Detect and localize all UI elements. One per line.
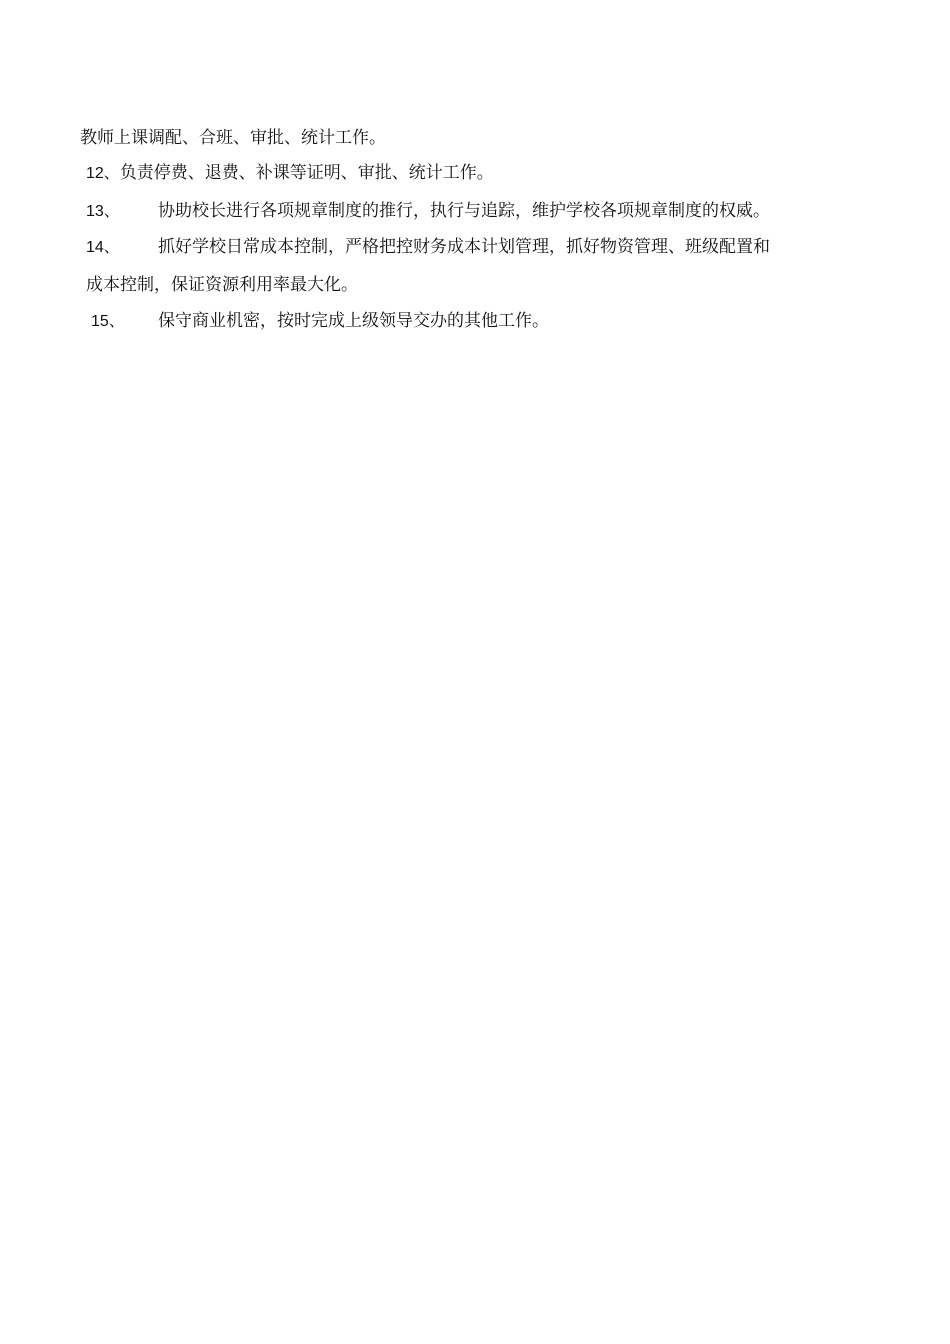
list-item-12	[86, 162, 494, 185]
line-text: 保守商业机密，按时完成上级领导交办的其他工作。	[158, 311, 549, 331]
list-item-14	[86, 236, 770, 259]
list-number: 12、	[86, 165, 120, 182]
list-number: 13、	[86, 203, 120, 220]
list-item-15	[91, 310, 549, 333]
line-text: 成本控制，保证资源利用率最大化。	[86, 275, 358, 295]
line-text: 协助校长进行各项规章制度的推行，执行与追踪，维护学校各项规章制度的权威。	[158, 201, 770, 221]
list-item-14-continuation	[86, 274, 358, 296]
list-item-13	[86, 200, 770, 223]
line-text: 负责停费、退费、补课等证明、审批、统计工作。	[119, 163, 494, 183]
paragraph-line-continuation	[80, 127, 386, 149]
line-text: 抓好学校日常成本控制，严格把控财务成本计划管理，抓好物资管理、班级配置和	[158, 237, 770, 257]
line-text: 教师上课调配、合班、审批、统计工作。	[80, 128, 386, 148]
list-number: 15、	[91, 313, 125, 330]
list-number: 14、	[86, 239, 120, 256]
